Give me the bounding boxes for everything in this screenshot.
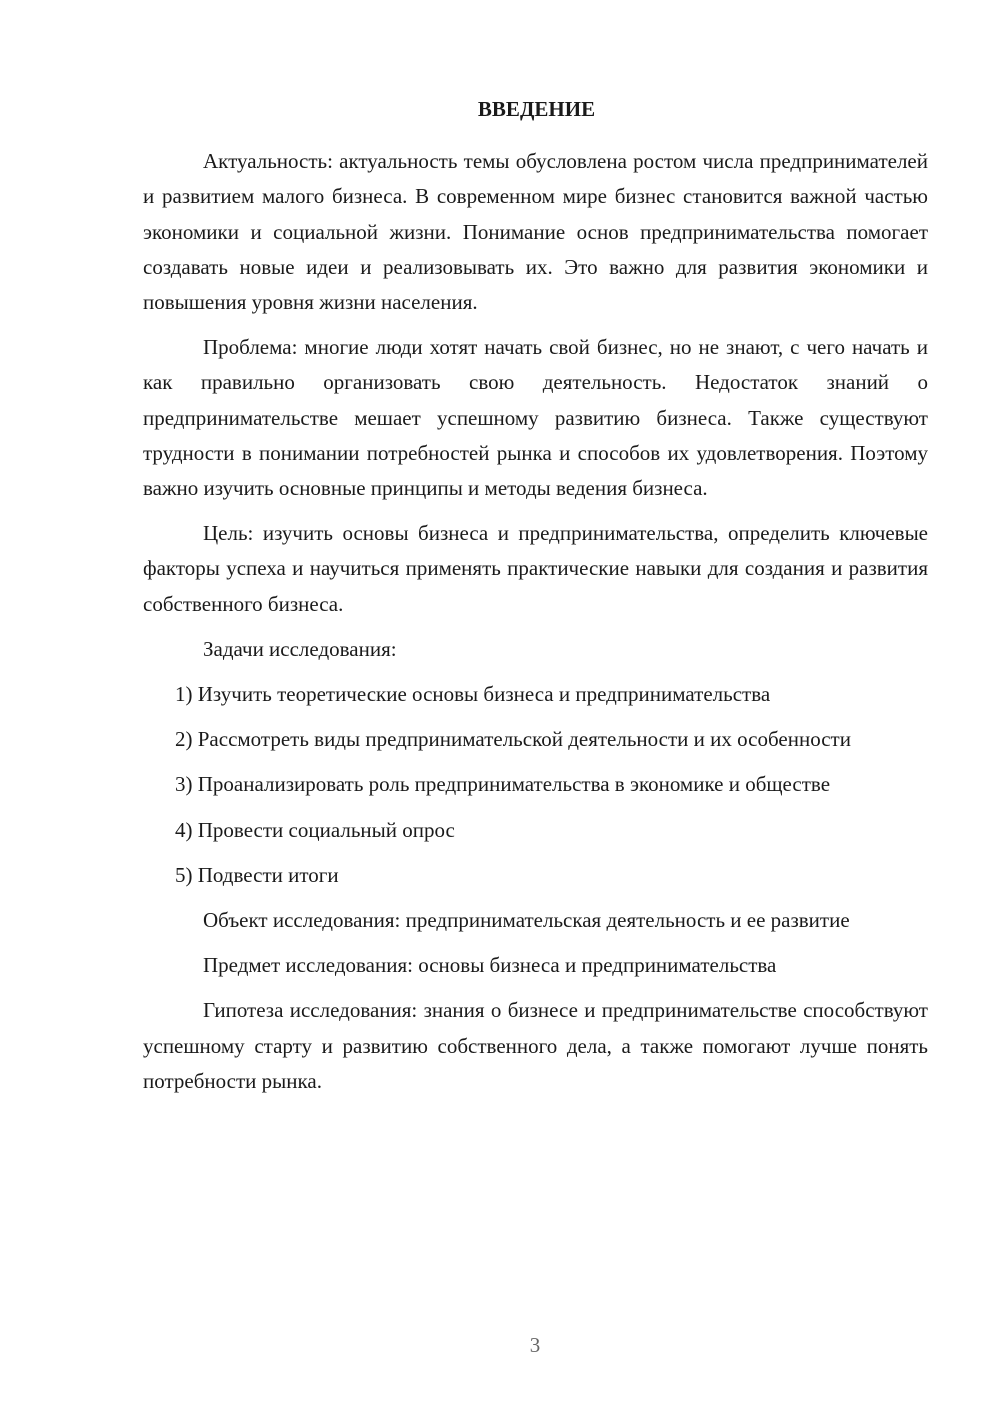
object-paragraph: Объект исследования: предпринимательская деятельность и ее развитие	[203, 908, 850, 933]
task-item: 1) Изучить теоретические основы бизнеса и предпринимательства	[175, 682, 771, 707]
goal-paragraph: Цель: изучить основы бизнеса и предпринимательства, определить ключевые факторы успеха и научиться применять практические навыки для создания и развития собственного бизнеса.	[143, 521, 928, 616]
problem-paragraph: Проблема: многие люди хотят начать свой бизнес, но не знают, с чего начать и как правильно организовать свою деятельность. Недостаток знаний о предпринимательстве мешает успешному развитию бизнеса. Также существуют трудности в понимании потребностей рынка и способов их удовлетворения. Поэтому важно изучить основные принципы и методы ведения бизнеса.	[143, 335, 928, 501]
task-item: 2) Рассмотреть виды предпринимательской деятельности и их особенности	[175, 727, 851, 752]
document-page	[143, 92, 928, 1109]
relevance-paragraph: Актуальность: актуальность темы обусловлена ростом числа предпринимателей и развитием малого бизнеса. В современном мире бизнес становится важной частью экономики и социальной жизни. Понимание основ предпринимательства помогает создавать новые идеи и реализовывать их. Это важно для развития экономики и повышения уровня жизни населения.	[143, 149, 928, 315]
task-item: 5) Подвести итоги	[175, 862, 339, 887]
task-item: 4) Провести социальный опрос	[175, 817, 455, 842]
section-heading: ВВЕДЕНИЕ	[477, 97, 596, 121]
tasks-label: Задачи исследования:	[203, 636, 397, 661]
page-number: 3	[529, 1333, 541, 1357]
subject-paragraph: Предмет исследования: основы бизнеса и предпринимательства	[203, 953, 777, 978]
task-item: 3) Проанализировать роль предпринимательства в экономике и обществе	[175, 772, 831, 797]
hypothesis-paragraph: Гипотеза исследования: знания о бизнесе и предпринимательстве способствуют успешному старту и развитию собственного дела, а также помогают лучше понять потребности рынка.	[143, 998, 928, 1093]
